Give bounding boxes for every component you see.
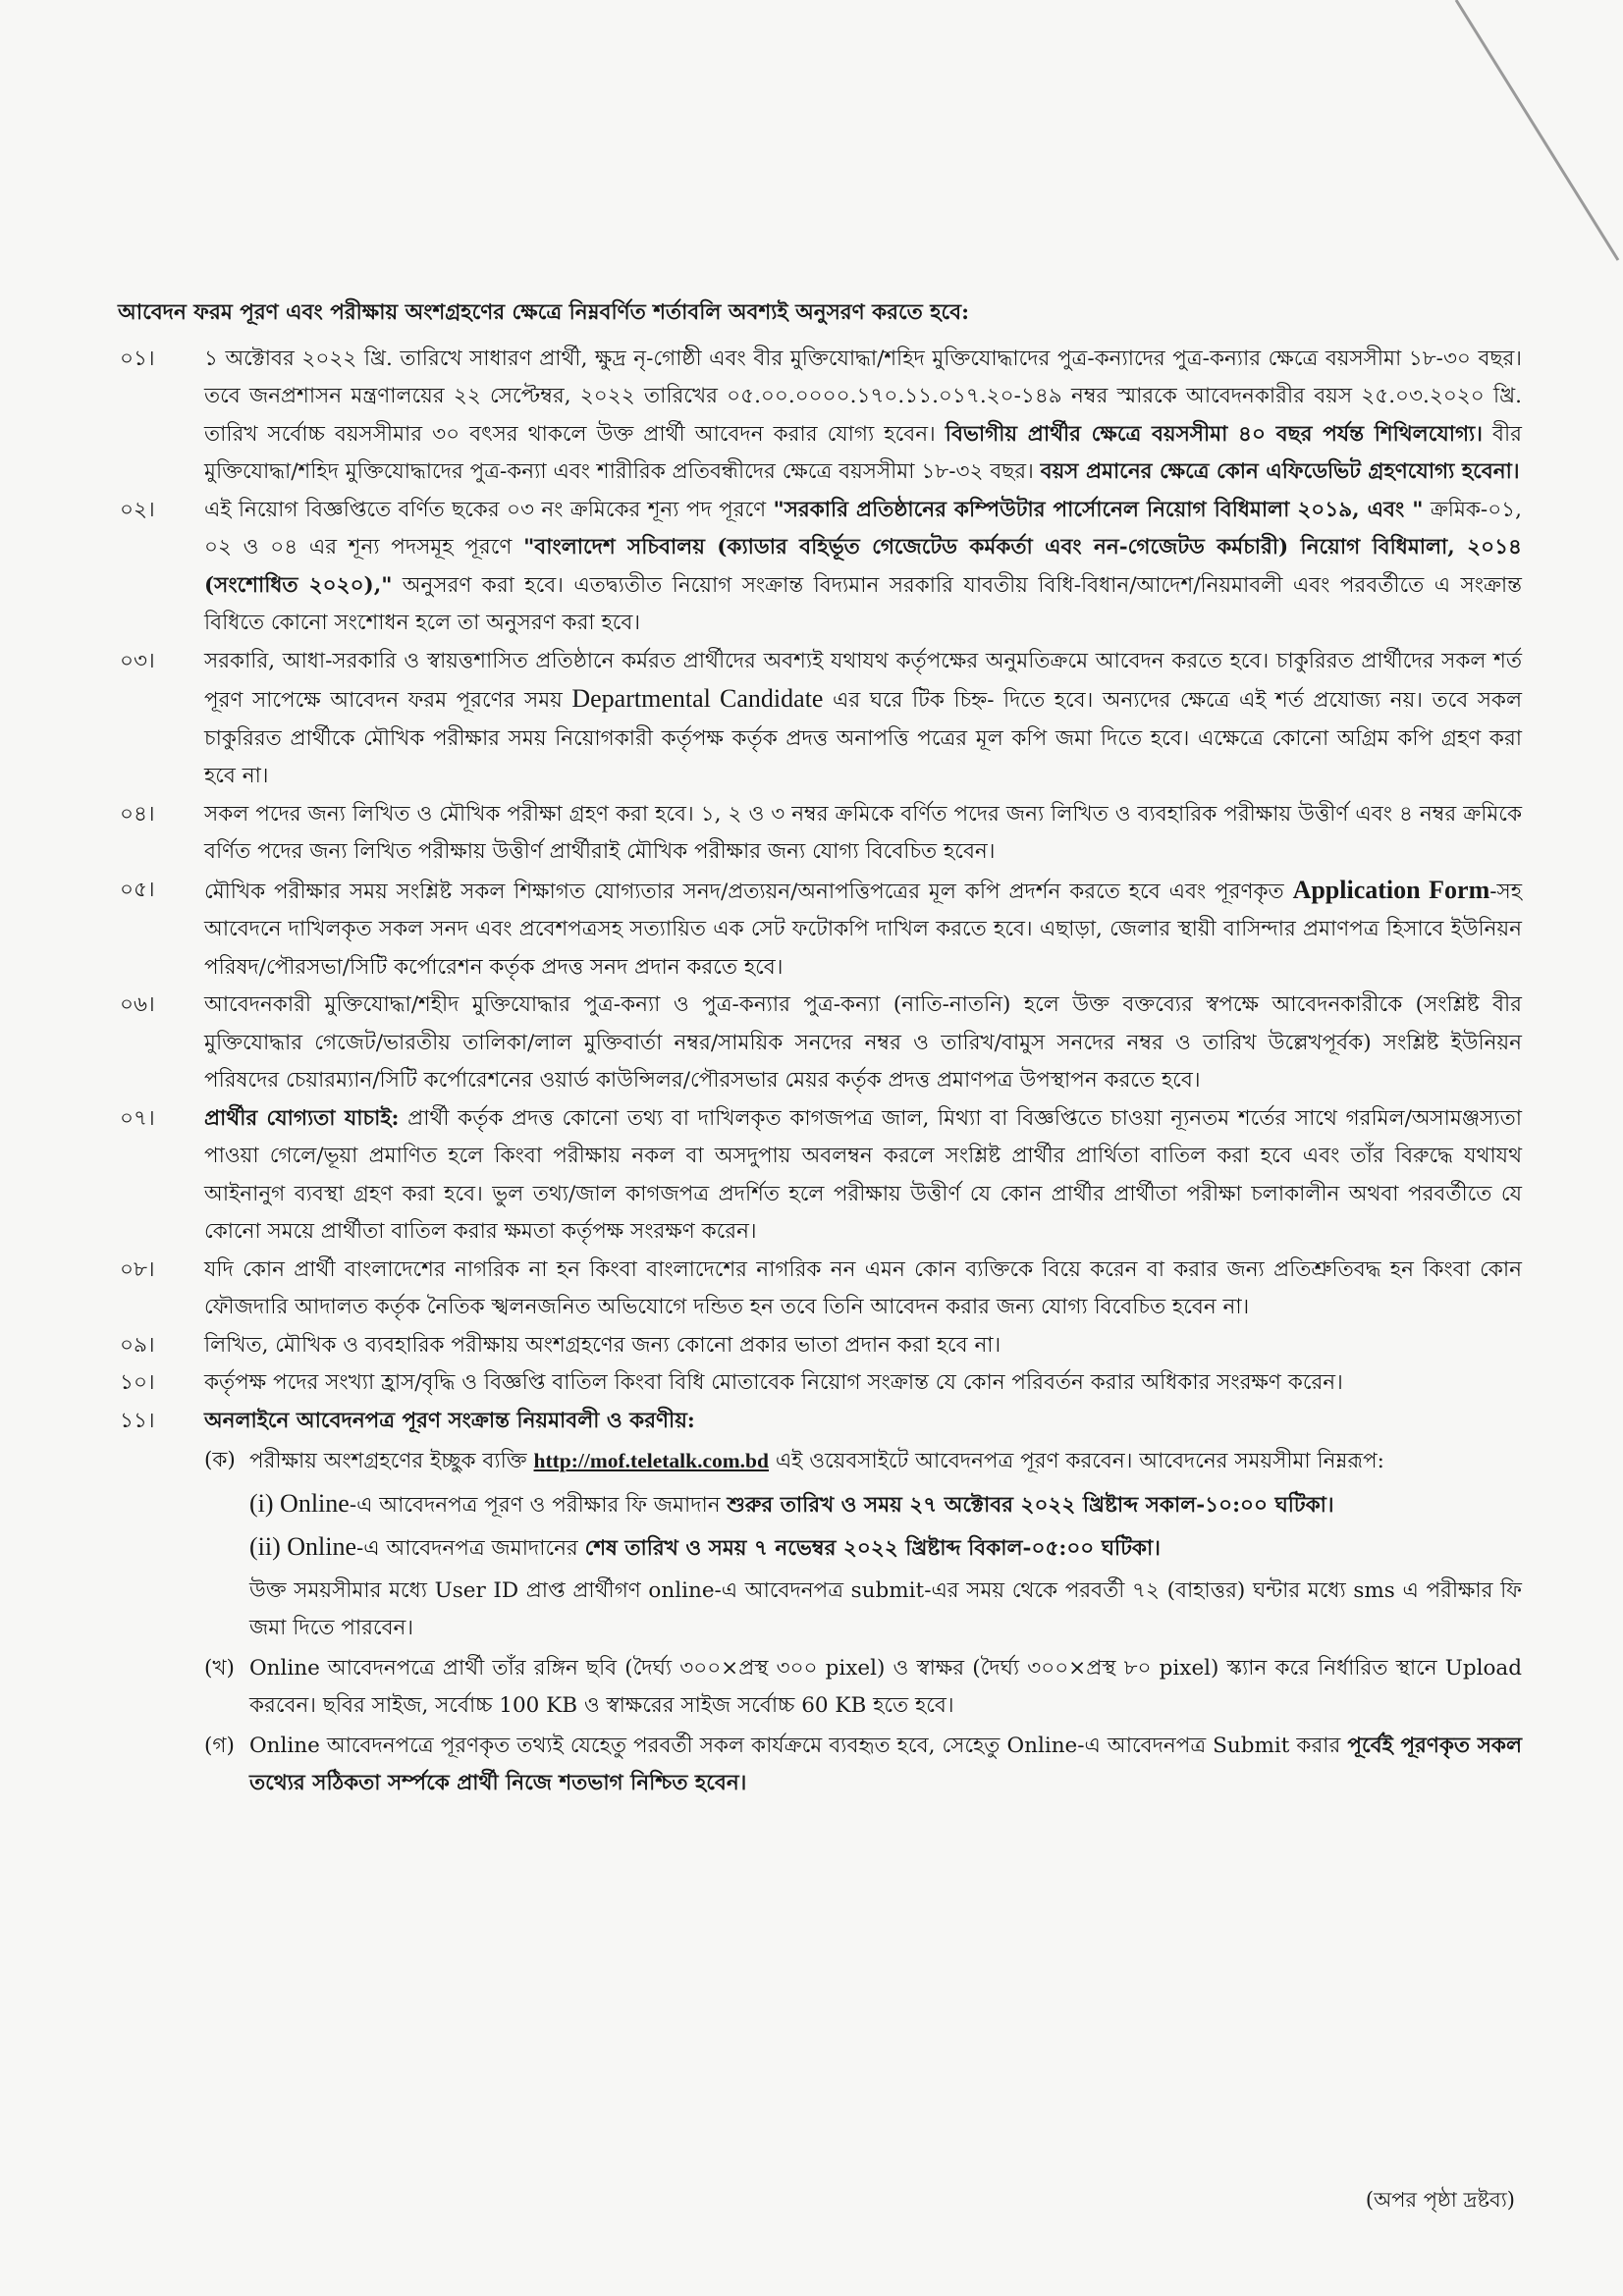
page-fold-shadow bbox=[1446, 0, 1623, 265]
list-item-online-rules: ১১। অনলাইনে আবেদনপত্র পূরণ সংক্রান্ত নিয়মাবলী ও করণীয়: (ক) পরীক্ষায় অংশগ্রহণের ইচ্ছুক ব্যক্তি http://mof.teletalk.com.bd এই ওয়েবসাইটে আবেদনপত্র পূরণ করবেন। আবেদনের সময়সীমা নিম্নরূপ: (i) Online-এ আবেদনপত্র পূরণ ও পরীক্ষার ফি জমাদান শুরুর তারিখ ও সময় ২৭ অক্টোবর ২০২২ খ্রিষ্টাব্দ সকাল-১০:০০ ঘটিকা। (ii) Online-এ আবেদনপত্র জমাদানের শেষ তারিখ ও সময় ৭ নভেম্বর ২০২২ খ্রিষ্টাব্দ বিকাল-০৫:০০ ঘটিকা। উক্ত সময়সীমার মধ্যে User ID প্রাপ্ত প্রার্থীগণ online-এ আবেদনপত্র submit-এর সময় থেকে পরবর্তী ৭২ (বাহাত্তর) ঘন্টার মধ্যে sms এ পরীক্ষার ফি জমা দিতে পারবেন। (খ) Online আবেদনপত্রে প্রার্থী তাঁর রঙ্গিন ছবি (দৈর্ঘ্য ৩০০×প্রস্থ ৩০০ pixel) ও স্বাক্ষর (দৈর্ঘ্য ৩০০×প্রস্থ ৮০ pixel) স্ক্যান করে নির্ধারিত স্থানে Upload করবেন। ছবির সাইজ, সর্বোচ্চ 100 KB ও স্বাক্ষরের সাইজ সর্বোচ্চ 60 KB হতে হবে। (গ) Online আবেদনপত্রে পূরণকৃত তথ্যই যেহেতু পরবর্তী সকল কার্যক্রমে ব্যবহৃত হবে, সেহেতু Online-এ আবেদনপত্র Submit করার পূর্বেই পূরণকৃত সকল তথ্যের সঠিকতা সর্ম্পকে প্রার্থী নিজে শতভাগ নিশ্চিত হবেন। bbox=[118, 1403, 1522, 1803]
start-date-line: (i) Online-এ আবেদনপত্র পূরণ ও পরীক্ষার ফি জমাদান শুরুর তারিখ ও সময় ২৭ অক্টোবর ২০২২ খ্রিষ্টাব্দ সকাল-১০:০০ ঘটিকা। bbox=[249, 1488, 1334, 1518]
online-rules-title: অনলাইনে আবেদনপত্র পূরণ সংক্রান্ত নিয়মাবলী ও করণীয়: bbox=[204, 1408, 695, 1433]
teletalk-website-link[interactable]: http://mof.teletalk.com.bd bbox=[533, 1449, 769, 1472]
list-item: ১০। কর্তৃপক্ষ পদের সংখ্যা হ্রাস/বৃদ্ধি ও বিজ্ঞপ্তি বাতিল কিংবা বিধি মোতাবেক নিয়োগ সংক্রান্ত যে কোন পরিবর্তন করার অধিকার সংরক্ষণ করেন। bbox=[120, 1370, 1343, 1395]
list-item: ০৭। প্রার্থীর যোগ্যতা যাচাই: প্রার্থী কর্তৃক প্রদত্ত কোনো তথ্য বা দাখিলকৃত কাগজপত্র জাল, মিথ্যা বা বিজ্ঞপ্তিতে চাওয়া ন্যূনতম শর্তের সাথে গরমিল/অসামঞ্জস্যতা পাওয়া গেলে/ভূয়া প্রমাণিত হলে কিংবা পরীক্ষায় নকল বা অসদুপায় অবলম্বন করলে সংশ্লিষ্ট প্রার্থীর প্রার্থিতা বাতিল করা হবে এবং তাঁর বিরুদ্ধে যথাযথ আইনানুগ ব্যবস্থা গ্রহণ করা হবে। ভুল তথ্য/জাল কাগজপত্র প্রদর্শিত হলে পরীক্ষায় উত্তীর্ণ যে কোন প্রার্থীর প্রার্থীতা পরীক্ষা চলাকালীন অথবা পরবর্তীতে যে কোনো সময়ে প্রার্থীতা বাতিল করার ক্ষমতা কর্তৃপক্ষ সংরক্ষণ করেন। bbox=[120, 1105, 1522, 1244]
list-item: ০৯। লিখিত, মৌখিক ও ব্যবহারিক পরীক্ষায় অংশগ্রহণের জন্য কোনো প্রকার ভাতা প্রদান করা হবে না। bbox=[120, 1332, 1001, 1358]
sub-item-ga: (গ) Online আবেদনপত্রে পূরণকৃত তথ্যই যেহেতু পরবর্তী সকল কার্যক্রমে ব্যবহৃত হবে, সেহেতু Online-এ আবেদনপত্র Submit করার পূর্বেই পূরণকৃত সকল তথ্যের সঠিকতা সর্ম্পকে প্রার্থী নিজে শতভাগ নিশ্চিত হবেন। bbox=[204, 1733, 1522, 1795]
fee-payment-note: উক্ত সময়সীমার মধ্যে User ID প্রাপ্ত প্রার্থীগণ online-এ আবেদনপত্র submit-এর সময় থেকে পরবর্তী ৭২ (বাহাত্তর) ঘন্টার মধ্যে sms এ পরীক্ষার ফি জমা দিতে পারবেন। bbox=[249, 1577, 1522, 1640]
end-date-line: (ii) Online-এ আবেদনপত্র জমাদানের শেষ তারিখ ও সময় ৭ নভেম্বর ২০২২ খ্রিষ্টাব্দ বিকাল-০৫:০০ ঘটিকা। bbox=[249, 1532, 1161, 1561]
list-item: ০৫। মৌখিক পরীক্ষার সময় সংশ্লিষ্ট সকল শিক্ষাগত যোগ্যতার সনদ/প্রত্যয়ন/অনাপত্তিপত্রের মূল কপি প্রদর্শন করতে হবে এবং পূরণকৃত Application Form-সহ আবেদনে দাখিলকৃত সকল সনদ এবং প্রবেশপত্রসহ সত্যায়িত এক সেট ফটোকপি দাখিল করতে হবে। এছাড়া, জেলার স্থায়ী বাসিন্দার প্রমাণপত্র হিসাবে ইউনিয়ন পরিষদ/পৌরসভা/সিটি কর্পোরেশন কর্তৃক প্রদত্ত সনদ প্রদান করতে হবে। bbox=[120, 875, 1522, 980]
list-item: ০১। ১ অক্টোবর ২০২২ খ্রি. তারিখে সাধারণ প্রার্থী, ক্ষুদ্র নৃ-গোষ্ঠী এবং বীর মুক্তিযোদ্ধা/শহিদ মুক্তিযোদ্ধাদের পুত্র-কন্যাদের পুত্র-কন্যার ক্ষেত্রে বয়সসীমা ১৮-৩০ বছর। তবে জনপ্রশাসন মন্ত্রণালয়ের ২২ সেপ্টেম্বর, ২০২২ তারিখের ০৫.০০.০০০০.১৭০.১১.০১৭.২০-১৪৯ নম্বর স্মারকে আবেদনকারীর বয়স ২৫.০৩.২০২০ খ্রি. তারিখ সর্বোচ্চ বয়সসীমার ৩০ বৎসর থাকলে উক্ত প্রার্থী আবেদন করার যোগ্য হবেন। বিভাগীয় প্রার্থীর ক্ষেত্রে বয়সসীমা ৪০ বছর পর্যন্ত শিথিলযোগ্য। বীর মুক্তিযোদ্ধা/শহিদ মুক্তিযোদ্ধাদের পুত্র-কন্যা এবং শারীরিক প্রতিবন্ধীদের ক্ষেত্রে বয়সসীমা ১৮-৩২ বছর। বয়স প্রমানের ক্ষেত্রে কোন এফিডেভিট গ্রহণযোগ্য হবেনা। bbox=[120, 346, 1522, 484]
continued-overleaf-note: (অপর পৃষ্ঠা দ্রষ্টব্য) bbox=[1365, 2188, 1515, 2212]
document-page bbox=[118, 294, 1522, 1803]
list-item: ০৮। যদি কোন প্রার্থী বাংলাদেশের নাগরিক না হন কিংবা বাংলাদেশের নাগরিক নন এমন কোন ব্যক্তিকে বিয়ে করেন বা করার জন্য প্রতিশ্রুতিবদ্ধ হন কিংবা কোন ফৌজদারি আদালত কর্তৃক নৈতিক স্খলনজনিত অভিযোগে দন্ডিত হন তবে তিনি আবেদন করার জন্য যোগ্য বিবেচিত হবেন না। bbox=[120, 1256, 1522, 1319]
sub-item-ka: (ক) পরীক্ষায় অংশগ্রহণের ইচ্ছুক ব্যক্তি http://mof.teletalk.com.bd এই ওয়েবসাইটে আবেদনপত্র পূরণ করবেন। আবেদনের সময়সীমা নিম্নরূপ: bbox=[204, 1448, 1384, 1473]
list-item: ০৪। সকল পদের জন্য লিখিত ও মৌখিক পরীক্ষা গ্রহণ করা হবে। ১, ২ ও ৩ নম্বর ক্রমিকে বর্ণিত পদের জন্য লিখিত ও ব্যবহারিক পরীক্ষায় উত্তীর্ণ এবং ৪ নম্বর ক্রমিকে বর্ণিত পদের জন্য লিখিত পরীক্ষায় উত্তীর্ণ প্রার্থীরাই মৌখিক পরীক্ষার জন্য যোগ্য বিবেচিত হবেন। bbox=[120, 801, 1522, 864]
list-item: ০৬। আবেদনকারী মুক্তিযোদ্ধা/শহীদ মুক্তিযোদ্ধার পুত্র-কন্যা ও পুত্র-কন্যার পুত্র-কন্যা (নাতি-নাতনি) হলে উক্ত বক্তব্যের স্বপক্ষে আবেদনকারীকে (সংশ্লিষ্ট বীর মুক্তিযোদ্ধার গেজেট/ভারতীয় তালিকা/লাল মুক্তিবার্তা নম্বর/সাময়িক সনদের নম্বর ও তারিখ/বামুস সনদের নম্বর ও তারিখ উল্লেখপূর্বক) সংশ্লিষ্ট ইউনিয়ন পরিষদের চেয়ারম্যান/সিটি কর্পোরেশনের ওয়ার্ড কাউন্সিলর/পৌরসভার মেয়র কর্তৃক প্রদত্ত প্রমাণপত্র উপস্থাপন করতে হবে। bbox=[120, 992, 1522, 1093]
list-item: ০৩। সরকারি, আধা-সরকারি ও স্বায়ত্তশাসিত প্রতিষ্ঠানে কর্মরত প্রার্থীদের অবশ্যই যথাযথ কর্তৃপক্ষের অনুমতিক্রমে আবেদন করতে হবে। চাকুরিরত প্রার্থীদের সকল শর্ত পূরণ সাপেক্ষে আবেদন ফরম পূরণের সময় Departmental Candidate এর ঘরে টিক চিহ্ন- দিতে হবে। অন্যদের ক্ষেত্রে এই শর্ত প্রযোজ্য নয়। তবে সকল চাকুরিরত প্রার্থীকে মৌখিক পরীক্ষার সময় নিয়োগকারী কর্তৃপক্ষ কর্তৃক প্রদত্ত অনাপত্তি পত্রের মূল কপি জমা দিতে হবে। এক্ষেত্রে কোনো অগ্রিম কপি গ্রহণ করা হবে না। bbox=[120, 648, 1522, 788]
list-item: ০২। এই নিয়োগ বিজ্ঞপ্তিতে বর্ণিত ছকের ০৩ নং ক্রমিকের শূন্য পদ পূরণে "সরকারি প্রতিষ্ঠানের কম্পিউটার পার্সোনেল নিয়োগ বিধিমালা ২০১৯, এবং " ক্রমিক-০১, ০২ ও ০৪ এর শূন্য পদসমূহ পূরণে "বাংলাদেশ সচিবালয় (ক্যাডার বহির্ভূত গেজেটেড কর্মকর্তা এবং নন-গেজেটড কর্মচারী) নিয়োগ বিধিমালা, ২০১৪ (সংশোধিত ২০২০)," অনুসরণ করা হবে। এতদ্ব্যতীত নিয়োগ সংক্রান্ত বিদ্যমান সরকারি যাবতীয় বিধি-বিধান/আদেশ/নিয়মাবলী এবং পরবর্তীতে এ সংক্রান্ত বিধিতে কোনো সংশোধন হলে তা অনুসরণ করা হবে। bbox=[120, 497, 1522, 635]
sub-item-kha: (খ) Online আবেদনপত্রে প্রার্থী তাঁর রঙ্গিন ছবি (দৈর্ঘ্য ৩০০×প্রস্থ ৩০০ pixel) ও স্বাক্ষর (দৈর্ঘ্য ৩০০×প্রস্থ ৮০ pixel) স্ক্যান করে নির্ধারিত স্থানে Upload করবেন। ছবির সাইজ, সর্বোচ্চ 100 KB ও স্বাক্ষরের সাইজ সর্বোচ্চ 60 KB হতে হবে। bbox=[204, 1655, 1522, 1718]
page-heading: আবেদন ফরম পূরণ এবং পরীক্ষায় অংশগ্রহণের ক্ষেত্রে নিম্নবর্ণিত শর্তাবলি অবশ্যই অনুসরণ করতে হবে: bbox=[118, 300, 970, 325]
